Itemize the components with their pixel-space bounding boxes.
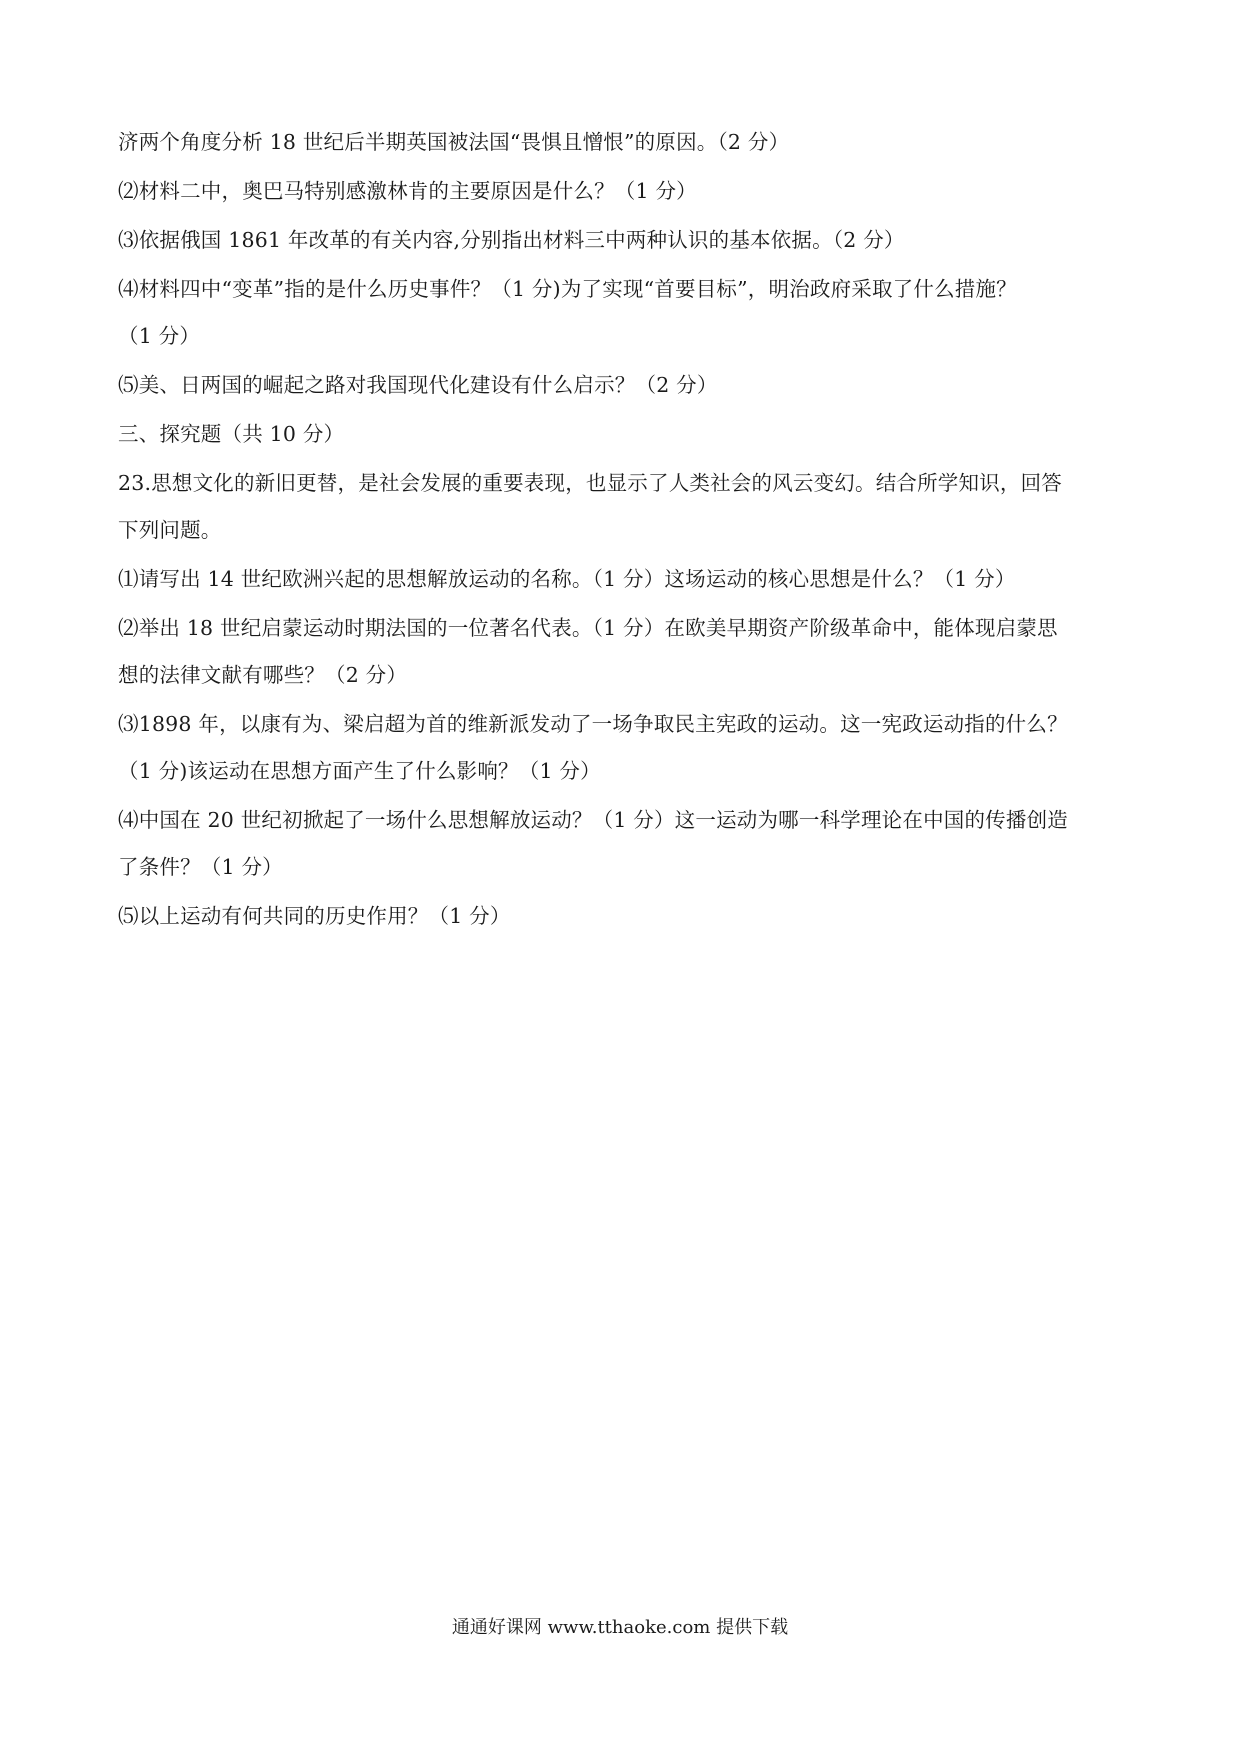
question-23-4-continuation: 了条件？（1 分） (118, 855, 283, 879)
question-23-3-continuation: （1 分)该运动在思想方面产生了什么影响？（1 分） (118, 759, 601, 783)
question-23-stem-continuation: 下列问题。 (118, 518, 222, 542)
question-22-1-continuation: 济两个角度分析 18 世纪后半期英国被法国“畏惧且憎恨”的原因。（2 分） (118, 130, 790, 154)
section-heading-explore: 三、探究题（共 10 分） (118, 422, 345, 446)
question-22-4-continuation: （1 分） (118, 324, 201, 348)
question-23-4: ⑷中国在 20 世纪初掀起了一场什么思想解放运动？（1 分）这一运动为哪一科学理论在中国的传播创造 (118, 808, 1068, 832)
question-22-5: ⑸美、日两国的崛起之路对我国现代化建设有什么启示？（2 分） (118, 373, 718, 397)
question-23-3: ⑶1898 年，以康有为、梁启超为首的维新派发动了一场争取民主宪政的运动。这一宪政运动指的什么？ (118, 712, 1068, 736)
question-23-1: ⑴请写出 14 世纪欧洲兴起的思想解放运动的名称。（1 分）这场运动的核心思想是什么？（1 分） (118, 567, 1016, 591)
question-22-4: ⑷材料四中“变革”指的是什么历史事件？（1 分)为了实现“首要目标”，明治政府采取了什么措施？ (118, 277, 1017, 301)
question-23-5: ⑸以上运动有何共同的历史作用？（1 分） (118, 904, 511, 928)
question-23-2: ⑵举出 18 世纪启蒙运动时期法国的一位著名代表。（1 分）在欧美早期资产阶级革命中，能体现启蒙思 (118, 616, 1058, 640)
page-footer: 通通好课网 www.tthaoke.com 提供下载 (451, 1617, 789, 1638)
question-23-2-continuation: 想的法律文献有哪些？（2 分） (118, 663, 408, 687)
question-23-stem: 23.思想文化的新旧更替，是社会发展的重要表现，也显示了人类社会的风云变幻。结合所学知识，回答 (118, 471, 1062, 495)
question-22-3: ⑶依据俄国 1861 年改革的有关内容,分别指出材料三中两种认识的基本依据。（2 分） (118, 228, 905, 252)
question-22-2: ⑵材料二中，奥巴马特别感激林肯的主要原因是什么？（1 分） (118, 179, 697, 203)
